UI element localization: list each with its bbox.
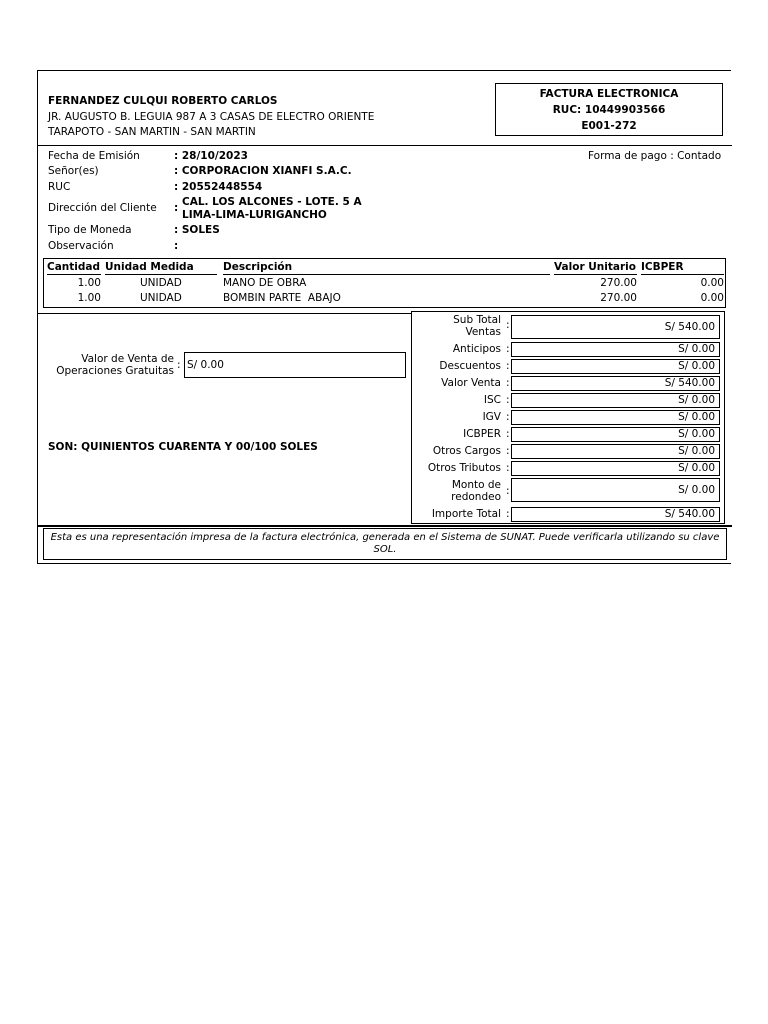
cell-cantidad: 1.00: [77, 292, 101, 304]
colon: :: [506, 360, 510, 372]
subtotal-label: [453, 314, 501, 338]
igv-label: IGV: [482, 411, 501, 423]
cell-valor-unitario: 270.00: [600, 292, 637, 304]
cell-descripcion: BOMBIN PARTE ABAJO: [223, 292, 341, 304]
subtotal-value: S/ 540.00: [511, 315, 720, 339]
colon: :: [506, 394, 510, 406]
col-header-icbper: ICBPER: [641, 261, 684, 273]
redondeo-label-line1: Monto de: [451, 479, 501, 491]
igv-value: S/ 0.00: [511, 410, 720, 425]
anticipos-label: Anticipos: [452, 343, 501, 355]
ruc-label: RUC: [48, 181, 71, 193]
redondeo-label-line2: redondeo: [451, 491, 501, 503]
direccion-label: Dirección del Cliente: [48, 202, 157, 214]
isc-value: S/ 0.00: [511, 393, 720, 408]
valor-venta-value: S/ 540.00: [511, 376, 720, 391]
colon: :: [506, 462, 510, 474]
direccion-line1: CAL. LOS ALCONES - LOTE. 5 A: [182, 196, 362, 208]
document-id-box: [495, 83, 723, 136]
cell-icbper: 0.00: [700, 277, 724, 289]
otros-cargos-value: S/ 0.00: [511, 444, 720, 459]
col-header-valor-unitario: Valor Unitario: [554, 261, 636, 273]
ruc-value: : 20552448554: [174, 181, 263, 193]
senor-label: Señor(es): [48, 165, 99, 177]
cell-icbper: 0.00: [700, 292, 724, 304]
col-underline: [554, 274, 637, 275]
importe-total-value: S/ 540.00: [511, 507, 720, 522]
fecha-value: : 28/10/2023: [174, 150, 248, 162]
direccion-colon: :: [174, 202, 179, 214]
isc-label: ISC: [483, 394, 501, 406]
items-table: [43, 258, 726, 308]
gratuitas-colon: :: [177, 359, 181, 371]
descuentos-label: Descuentos: [439, 360, 501, 372]
icbper-label: ICBPER: [463, 428, 501, 440]
col-underline: [223, 274, 550, 275]
importe-total-label: Importe Total: [431, 508, 501, 520]
cell-descripcion: MANO DE OBRA: [223, 277, 307, 289]
issuer-address-line2: TARAPOTO - SAN MARTIN - SAN MARTIN: [48, 126, 256, 138]
anticipos-value: S/ 0.00: [511, 342, 720, 357]
footer-note: Esta es una representación impresa de la factura electrónica, generada en el Sistema de SUNAT. Puede verificarla utilizando su clave SOL.: [43, 528, 727, 560]
amount-in-words: SON: QUINIENTOS CUARENTA Y 00/100 SOLES: [48, 441, 318, 453]
totals-panel: [411, 311, 725, 524]
redondeo-value: S/ 0.00: [511, 478, 720, 502]
otros-cargos-label: Otros Cargos: [432, 445, 501, 457]
forma-pago: Forma de pago : Contado: [588, 150, 722, 162]
colon: :: [506, 485, 510, 497]
col-header-unidad: Unidad Medida: [105, 261, 194, 273]
document-type: FACTURA ELECTRONICA: [539, 88, 679, 100]
cell-unidad: UNIDAD: [140, 292, 182, 304]
document-number: E001-272: [581, 120, 637, 132]
footer-divider: [38, 525, 732, 527]
moneda-value: : SOLES: [174, 224, 220, 236]
redondeo-label: [451, 479, 501, 503]
cell-valor-unitario: 270.00: [600, 277, 637, 289]
gratuitas-label-line1: Valor de Venta de: [81, 353, 174, 365]
issuer-address-line1: JR. AUGUSTO B. LEGUIA 987 A 3 CASAS DE ELECTRO ORIENTE: [48, 111, 375, 123]
colon: :: [506, 377, 510, 389]
invoice-document: [37, 70, 731, 564]
col-header-descripcion: Descripción: [223, 261, 293, 273]
colon: :: [506, 343, 510, 355]
observacion-label: Observación: [48, 240, 114, 252]
col-underline: [47, 274, 101, 275]
gratuitas-value-box: S/ 0.00: [184, 352, 406, 378]
subtotal-label-line2: Ventas: [465, 326, 501, 338]
descuentos-value: S/ 0.00: [511, 359, 720, 374]
valor-venta-label: Valor Venta: [441, 377, 501, 389]
issuer-name: FERNANDEZ CULQUI ROBERTO CARLOS: [48, 95, 278, 107]
header-divider: [38, 145, 732, 146]
direccion-line2: LIMA-LIMA-LURIGANCHO: [182, 209, 327, 221]
gratuitas-label-line2: Operaciones Gratuitas: [56, 365, 174, 377]
cell-cantidad: 1.00: [77, 277, 101, 289]
cell-unidad: UNIDAD: [140, 277, 182, 289]
otros-tributos-value: S/ 0.00: [511, 461, 720, 476]
moneda-label: Tipo de Moneda: [48, 224, 132, 236]
observacion-value: :: [174, 240, 179, 252]
subtotal-label-line1: Sub Total: [453, 314, 501, 326]
colon: :: [506, 428, 510, 440]
senor-value: : CORPORACION XIANFI S.A.C.: [174, 165, 352, 177]
gratuitas-label: [48, 353, 174, 377]
section-divider: [38, 313, 411, 314]
colon: :: [506, 411, 510, 423]
icbper-value: S/ 0.00: [511, 427, 720, 442]
issuer-ruc: RUC: 10449903566: [552, 104, 666, 116]
otros-tributos-label: Otros Tributos: [427, 462, 501, 474]
col-underline: [641, 274, 724, 275]
fecha-label: Fecha de Emisión: [48, 150, 140, 162]
colon: :: [506, 508, 510, 520]
col-underline: [105, 274, 217, 275]
colon: :: [506, 445, 510, 457]
col-header-cantidad: Cantidad: [47, 261, 101, 273]
colon: :: [506, 319, 510, 331]
